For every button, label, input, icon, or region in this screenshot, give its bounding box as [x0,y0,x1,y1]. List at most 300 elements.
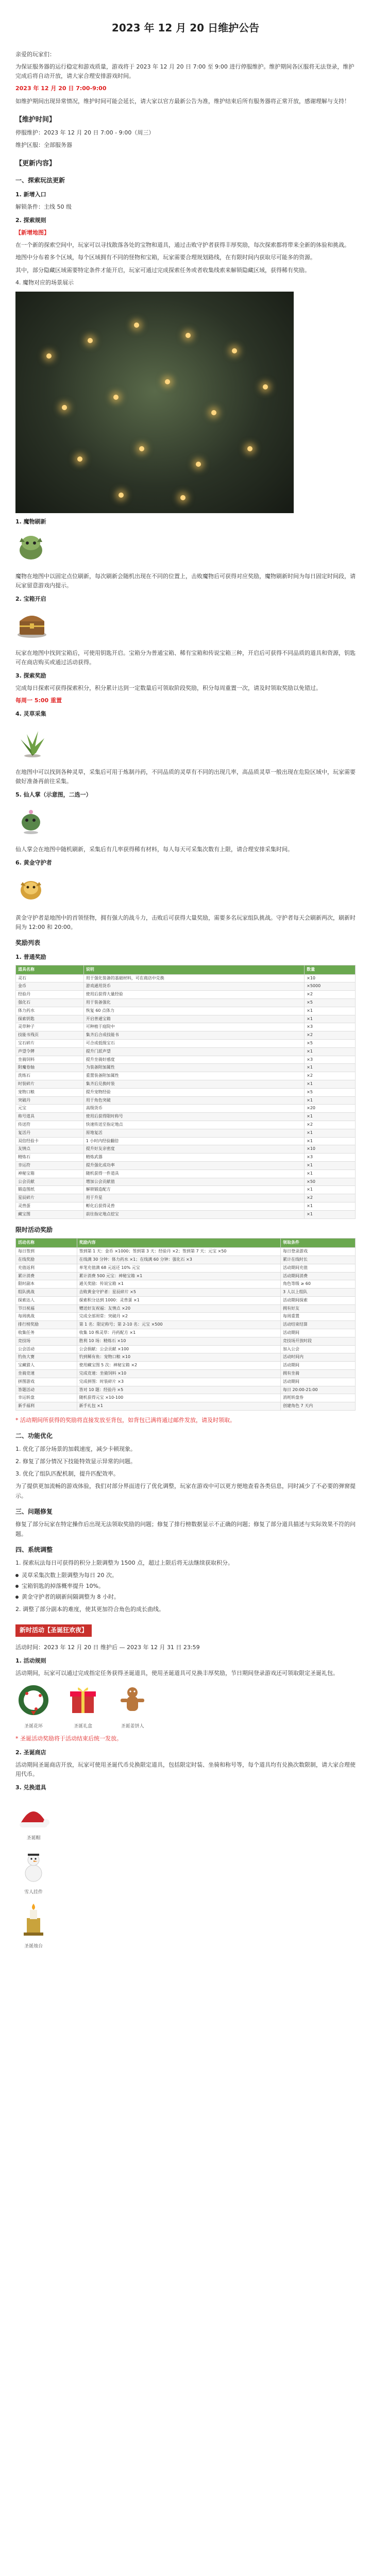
item-1-title: 1. 魔物刷新 [15,518,46,525]
reward-table-row-cell: 使用后获得限时称号 [83,1113,304,1121]
reward-table-row-cell: 技能书残页 [16,1031,84,1040]
reward-table-row-cell: ×1 [305,1113,356,1121]
reward-table-row [16,1072,356,1080]
reward-table-row-cell: 提升好友亲密度 [83,1145,304,1154]
reward-table-row-cell: 藏宝图 [16,1210,84,1218]
scene-lantern [247,446,252,451]
monster-text: 黄金守护者是地图中的首领怪物，拥有强大的战斗力，击败后可获得大量奖励，需要多名玩家组队挑战。守护者每天会刷新两次，刷新时间为 12:00 和 20:00。 [15,914,356,930]
system-bullet [15,1592,356,1602]
event-table-row-cell: 加入公会 [281,1345,356,1353]
reward-table-row-cell: 解锁锻造配方 [83,1186,304,1194]
system-p2: 2. 调整了部分副本的难度，使其更加符合角色的成长曲线。 [15,1606,164,1613]
reward-table-row [16,982,356,991]
reward-col-name: 道具名称 [16,965,84,974]
reward-table-row-cell: ×1 [305,1096,356,1105]
event-image-caption: 圣诞姜饼人 [121,1723,144,1729]
event-table-row-cell: 签到第 1 天：金币 ×1000；签到第 3 天：经验丹 ×2；签到第 7 天：元宝 ×50 [77,1248,280,1256]
goods-title: 3. 兑换道具 [15,1784,46,1791]
event-table-row-cell: 钓到稀有鱼：宠物口粮 ×10 [77,1353,280,1362]
event-table-row-cell: 完成全部周常：突破丹 ×2 [77,1313,280,1321]
announcement-page [15,0,356,1969]
section-1-new-map: 【新增地图】 [15,229,49,236]
reward-table-row [16,1210,356,1218]
scene-lantern [134,323,139,328]
system-title: 四、系统调整 [15,1546,53,1553]
plant-caption: 4. 灵草采集 [15,710,46,718]
event-banner: 新时活动【圣诞狂欢夜】 [15,1624,92,1637]
reward-table-row-cell: 元宝 [16,1105,84,1113]
event-table-row-cell: 完成拼图：时装碎片 ×3 [77,1378,280,1386]
event-table-row-cell: 活动期间 [281,1378,356,1386]
reward-table-row-cell: 集齐后兑换时装 [83,1080,304,1088]
event-table-row [16,1386,356,1394]
reward-table-row-cell: 恢复 60 点体力 [83,1007,304,1015]
event-table-row-cell: 使用藏宝图 5 次：神秘宝箱 ×2 [77,1362,280,1370]
reward-table-row-cell: 洗练石 [16,1072,84,1080]
event-table-row-cell: 新手福利 [16,1402,77,1411]
scene-lantern [180,495,185,500]
reward-table-row [16,1137,356,1145]
reward-table-row-cell: ×3 [305,1056,356,1064]
event-table-row [16,1394,356,1402]
optimize-item-3: 3. 优化了组队匹配机制，提升匹配效率。 [15,1470,119,1478]
event-table-row-cell: 每日登录游戏 [281,1248,356,1256]
reward-table-row [16,1170,356,1178]
reward-table-row-cell: ×5 [305,1039,356,1047]
event-red-note: * 圣诞活动奖励将于活动结束后统一发放。 [15,1735,122,1742]
reward-table-row-cell: 锻造图纸 [16,1186,84,1194]
event-table-row-cell: 探索达人 [16,1296,77,1304]
event-time: 活动时间：2023 年 12 月 20 日 维护后 — 2023 年 12 月 31 日 23:59 [15,1644,200,1651]
system-p1: 1. 探索玩法每日可获得的积分上限调整为 1500 点，超过上限后将无法继续获取积分。 [15,1559,233,1566]
event-table-row-cell: 竞技场 [16,1337,77,1345]
system-bullet-text: 灵草采集次数上限调整为每日 20 次。 [22,1571,117,1579]
item-2-text: 玩家在地图中找到宝箱后，可使用钥匙开启。宝箱分为普通宝箱、稀有宝箱和传说宝箱三种，开启后可获得不同品质的道具和资源，钥匙可在商店购买或通过活动获得。 [15,649,356,666]
goods-item-name: 圣诞帽 [26,1836,41,1841]
reward-table-row-cell: ×1 [305,1047,356,1056]
section-1-p3: 其中，部分隐藏区域需要特定条件才能开启，玩家可通过完成探索任务或者收集线索来解锁隐藏区域，获得稀有奖励。 [15,266,310,274]
reward-table-row [16,1121,356,1129]
event-table-row-cell: 活动期间充值 [281,1264,356,1272]
cactus-text: 仙人掌会在地图中随机刷新，采集后有几率获得稀有材料，每人每天可采集次数有上限，请合理安排采集时间。 [15,846,293,853]
system-bullet [15,1571,356,1580]
reward-table-row-cell: 宠物口粮 [16,1088,84,1096]
event-table-row-cell: 通关奖励：传说宝箱 ×1 [77,1280,280,1289]
optimize-item-1: 1. 优化了部分场景的加载速度，减少卡顿现象。 [15,1445,136,1452]
reward-table-row-cell: 灵草种子 [16,1023,84,1031]
reward-table-row-cell: 高级货币 [83,1105,304,1113]
goods-item [15,1798,52,1842]
reward-table-row [16,1080,356,1088]
event-table-row-cell: 每日 20:00-21:00 [281,1386,356,1394]
event-col-name: 活动名称 [16,1239,77,1248]
item-2-title: 2. 宝箱开启 [15,596,46,603]
event-table-row [16,1280,356,1289]
system-bullet-text: 黄金守护者的刷新间隔调整为 8 小时。 [22,1593,120,1600]
shop-title: 2. 圣诞商店 [15,1749,46,1756]
reward-table-row-cell: 精炼石 [16,1154,84,1162]
event-table-row-cell: 公会活动 [16,1345,77,1353]
intro-paragraph-1 [15,62,356,81]
optimize-item-2: 2. 修复了部分情况下技能特效显示异常的问题。 [15,1458,136,1465]
reward-table-row [16,1202,356,1210]
reward-table-row-cell: 可合成低级宝石 [83,1039,304,1047]
scene-lantern [62,405,67,410]
event-image-caption: 圣诞礼盒 [73,1723,92,1729]
event-table-row-cell: 完成竞速：坐骑饲料 ×10 [77,1370,280,1378]
reward-table-row [16,1047,356,1056]
event-table-row-cell: 每日签到 [16,1248,77,1256]
reward-table-row [16,1007,356,1015]
event-table-row [16,1289,356,1297]
event-table-row-cell: 拥有好友 [281,1304,356,1313]
event-col-reward: 奖励内容 [77,1239,280,1248]
plant-image [15,724,49,761]
bullet-icon [15,1585,19,1588]
reward-table-row [16,1088,356,1096]
reward-table-row [16,1129,356,1137]
reward-table-row-cell: 声望令牌 [16,1047,84,1056]
event-table-row [16,1370,356,1378]
event-table-row-cell: 探索积分达到 1000：灵兽蛋 ×1 [77,1296,280,1304]
event-table-row-cell: 充值返利 [16,1264,77,1272]
reward-table-row-cell: 公会贡献 [16,1178,84,1186]
reward-table-row-cell: 复活丹 [16,1129,84,1137]
reward-table-row-cell: 提升宠物经验 [83,1088,304,1096]
event-rule-text: 活动期间，玩家可以通过完成指定任务获得圣诞道具，使用圣诞道具可兑换丰厚奖励，节日期间登录游戏还可领取限定圣诞礼包。 [15,1670,339,1677]
event-image-gift [65,1682,101,1730]
reward-table-row-cell: 开启普通宝箱 [83,1015,304,1023]
reward-table-row [16,1178,356,1186]
reward-table-row-cell: 精炼武器 [83,1154,304,1162]
optimize-paragraph: 为了提供更加流畅的游戏体验，我们对部分界面进行了优化调整，玩家在游戏中可以更方便地查看各类信息，同时减少了不必要的弹窗提示。 [15,1483,356,1499]
reward-table-row-cell: ×2 [305,1194,356,1202]
event-table-row-cell: 活动期间 [281,1329,356,1337]
reward-table-row [16,1186,356,1194]
reward-table-row-cell: 宝石碎片 [16,1039,84,1047]
system-bullet [15,1582,356,1591]
event-table-row-cell: 幸运转盘 [16,1394,77,1402]
event-table-row [16,1313,356,1321]
reward-table-row [16,1161,356,1170]
section-1-sub-1: 1. 新增入口 [15,191,46,198]
reward-table-row-cell: 快速传送至指定地点 [83,1121,304,1129]
reward-table-row-cell: ×3 [305,1154,356,1162]
event-table-row-cell: 活动期间消费 [281,1272,356,1280]
reward-table-row-cell: 随机获得一件道具 [83,1170,304,1178]
reward-table-row-cell: 坐骑饲料 [16,1056,84,1064]
item-3-highlight: 每周一 5:00 重置 [15,697,62,704]
event-table-row-cell: 拼图游戏 [16,1378,77,1386]
event-table-row-cell: 赠送好友祝福：友情点 ×20 [77,1304,280,1313]
reward-table-row-cell: 重置装备附加属性 [83,1072,304,1080]
event-image-gingerbread [114,1682,150,1730]
reward-table-row-cell: 附魔卷轴 [16,1064,84,1072]
reward-table-row-cell: 提升门派声望 [83,1047,304,1056]
event-table-row-cell: 宝藏猎人 [16,1362,77,1370]
reward-table-row-cell: 用于强化装备的基础材料，可在商店中兑换 [83,974,304,982]
reward-table-row-cell: 增加公会贡献值 [83,1178,304,1186]
event-table-row [16,1353,356,1362]
reward-table-row-cell: ×10 [305,974,356,982]
system-bullet-text: 宝箱钥匙的掉落概率提升 10%。 [22,1582,104,1589]
reward-table-row-cell: 星辰碎片 [16,1194,84,1202]
event-table-row-cell: 钓鱼大赛 [16,1353,77,1362]
event-rule-title: 1. 活动规则 [15,1657,46,1665]
event-table-row [16,1362,356,1370]
event-table-row-cell: 角色等级 ≥ 60 [281,1280,356,1289]
reward-table-row-cell: ×1 [305,1170,356,1178]
event-table-row-cell: 单笔充值满 68 元返还 10% 元宝 [77,1264,280,1272]
reward-table-header [16,965,356,974]
reward-table-row [16,1096,356,1105]
reward-table-row [16,1023,356,1031]
event-table-row-cell: 竞技场开放时段 [281,1337,356,1345]
reward-table-row-cell: 金币 [16,982,84,991]
event-table-row [16,1402,356,1411]
reward-table-row [16,999,356,1007]
reward-table-row-cell: 提升强化成功率 [83,1161,304,1170]
reward-table-row-cell: 探索钥匙 [16,1015,84,1023]
event-table-row-cell: 创建角色 7 天内 [281,1402,356,1411]
event-table-row-cell: 收集任务 [16,1329,77,1337]
goods-item-name: 雪人挂件 [24,1890,43,1895]
creature-image [15,532,46,566]
section-1-title: 一、探索玩法更新 [15,176,65,184]
reward-col-qty: 数量 [305,965,356,974]
event-col-condition: 领取条件 [281,1239,356,1248]
event-table-row-cell: 新手礼包 ×1 [77,1402,280,1411]
reward-table-row-cell: 友情点 [16,1145,84,1154]
reward-table-row-cell: ×2 [305,1031,356,1040]
monster-caption: 6. 黄金守护者 [15,859,52,867]
event-table-row [16,1248,356,1256]
event-table-row-cell: 击败黄金守护者：星辰碎片 ×5 [77,1289,280,1297]
item-3-text: 完成每日探索可获得探索积分，积分累计达到一定数量后可领取阶段奖励，积分每周重置一次，请及时领取奖励以免错过。 [15,685,322,692]
scene-lantern [165,379,170,384]
goods-item [15,1849,52,1896]
maintenance-title: 【维护时间】 [15,115,56,124]
event-table-row-cell: 随机获得元宝 ×10-100 [77,1394,280,1402]
bullet-icon [15,1596,19,1599]
reward-table-row-cell: ×20 [305,1105,356,1113]
scene-lantern [119,493,124,498]
event-table-row-cell: 每周挑战 [16,1313,77,1321]
scene-lantern [232,348,237,353]
item-1-text: 魔物在地图中以固定点位刷新，每次刷新会随机出现在不同的位置上，击败魔物后可获得对应奖励，魔物刷新时间为每日固定时间段，请玩家留意游戏内提示。 [15,573,356,589]
event-table-row-cell: 累计消费 [16,1272,77,1280]
intro-highlight: 2023 年 12 月 20 日 7:00-9:00 [15,85,107,92]
golden-guardian-image [15,873,46,907]
cactus-caption: 5. 仙人掌（示意图，二选一） [15,791,92,798]
reward-table-row-cell: ×3 [305,1023,356,1031]
reward-table-row-cell: ×5000 [305,982,356,991]
reward-table-row-cell: 称号道具 [16,1113,84,1121]
event-table-row-cell: 消耗转盘券 [281,1394,356,1402]
scene-lantern [139,446,144,451]
reward-table-row-cell: ×1 [305,1064,356,1072]
event-table-row-cell: 每周重置 [281,1313,356,1321]
reward-table-row-cell: 使用后获得大量经验 [83,991,304,999]
reward-table-row [16,1113,356,1121]
reward-table-row-cell: 灵石 [16,974,84,982]
event-table-row-cell: 累计在线时长 [281,1256,356,1264]
reward-table-row [16,1105,356,1113]
event-table-row [16,1321,356,1329]
scene-lantern [113,395,119,400]
red-notice: * 活动期间所获得的奖励将直接发放至背包，如背包已满将通过邮件发放，请及时领取。 [15,1417,235,1424]
reward-table-row-cell: 提升坐骑好感度 [83,1056,304,1064]
reward-table-row-cell: 前往指定地点挖宝 [83,1210,304,1218]
reward-table-row-cell: 突破丹 [16,1096,84,1105]
reward-table-row-cell: 集齐后合成技能书 [83,1031,304,1040]
reward-table-row-cell: ×2 [305,1121,356,1129]
maintenance-extra: 维护区服：全部服务器 [15,142,72,149]
shop-text: 活动期间圣诞商店开放，玩家可使用圣诞代币兑换限定道具，包括限定时装、坐骑和称号等，每个道具均有兑换次数限制，请大家合理使用代币。 [15,1761,356,1777]
reward-table-row [16,1154,356,1162]
event-table-row [16,1296,356,1304]
bullet-icon [15,1574,19,1577]
section-1-sub-2: 2. 探索规则 [15,216,46,224]
goods-item [15,1903,52,1951]
reward-table-row [16,1145,356,1154]
reward-table-row-cell: 为装备附加属性 [83,1064,304,1072]
reward-table-row-cell: 可种植于庭院中 [83,1023,304,1031]
reward-table-row-cell: ×1 [305,1210,356,1218]
reward-table-row-cell: 体力药水 [16,1007,84,1015]
event-table-row-cell: 活动期间 [281,1362,356,1370]
reward-table-row-cell: ×10 [305,1145,356,1154]
event-table-row-cell: 第 1 名：限定称号；第 2-10 名：元宝 ×500 [77,1321,280,1329]
reward-table-row-cell: 用于装备强化 [83,999,304,1007]
greeting: 亲爱的玩家们： [15,51,55,58]
event-table-row-cell: 胜利 10 场：精炼石 ×10 [77,1337,280,1345]
event-table-row-cell: 活动时间内 [281,1353,356,1362]
event-table-row [16,1304,356,1313]
reward-table-row [16,991,356,999]
section-1-sub-1-text: 解锁条件：主线 50 级 [15,203,72,210]
event-table-row-cell: 在线奖励 [16,1256,77,1264]
reward-table-row-cell: 用于角色突破 [83,1096,304,1105]
event-table-row-cell: 活动结束结算 [281,1321,356,1329]
reward-table-row-cell: 时装碎片 [16,1080,84,1088]
reward-table-row-cell: ×1 [305,1186,356,1194]
section-1-p2: 地图中分布着多个区域，每个区域拥有不同的怪物和宝箱，玩家需要合理规划路线，在有限时间内获取尽可能多的资源。 [15,254,316,261]
reward-table-row-cell: 原地复活 [83,1129,304,1137]
intro-paragraph-2: 如维护期间出现异常情况，维护时间可能会延长，请大家以官方最新公告为准，维护结束后所有服务器将正常开放，感谢理解与支持！ [15,97,350,105]
event-table-row-cell: 排行榜奖励 [16,1321,77,1329]
section-1-p1: 在一个新的探索空间中，玩家可以寻找散落各处的宝物和道具，通过击败守护者获得丰厚奖励，每次探索都将带来全新的体验和挑战。 [15,242,350,249]
event-image-wreath [15,1682,52,1730]
event-table-row [16,1272,356,1280]
goods-item-name: 圣诞烛台 [24,1944,43,1950]
table-1-title: 奖励列表 [15,939,41,946]
optimize-title: 二、功能优化 [15,1432,53,1440]
event-table-row-cell: 节日祝福 [16,1304,77,1313]
reward-table-row [16,1015,356,1023]
event-table-row [16,1264,356,1272]
intro-text-1: 为保证服务器的运行稳定和游戏质量，游戏将于 2023 年 12 月 20 日 7:00 至 9:00 进行停服维护。维护期间各区服将无法登录，维护完成后将自动开放，请大家合理安排游戏时间。 [15,63,355,80]
scene-lantern [211,410,216,415]
reward-table-row [16,974,356,982]
reward-table-row-cell: ×1 [305,1129,356,1137]
reward-table-row-cell: 强化石 [16,999,84,1007]
event-table-row-cell: 公会捐献：公会贡献 ×100 [77,1345,280,1353]
reward-table-row-cell: ×1 [305,1137,356,1145]
reward-table-row-cell: ×2 [305,1072,356,1080]
scene-lantern [46,353,52,359]
event-table-header [16,1239,356,1248]
table-2-title: 限时活动奖励 [15,1226,53,1233]
treasure-chest-image [15,609,48,642]
scene-caption: 4. 魔物对应的场景展示 [15,279,74,286]
reward-table-row-cell: ×50 [305,1178,356,1186]
event-reward-table [15,1238,356,1411]
reward-table-row-cell: ×1 [305,1015,356,1023]
reward-table-row-cell: 双倍经验卡 [16,1137,84,1145]
event-images-row [15,1682,356,1730]
plant-text: 在地图中可以找到各种灵草，采集后可用于炼制丹药，不同品质的灵草有不同的出现几率，高品质灵草一般出现在危险区域中，玩家需要做好准备再前往采集。 [15,768,356,785]
reward-table-row-cell: 神秘宝箱 [16,1170,84,1178]
reward-table-row-cell: 灵兽蛋 [16,1202,84,1210]
event-table-row [16,1256,356,1264]
cactus-image [15,805,46,839]
reward-table-row-cell: ×1 [305,1007,356,1015]
scene-lantern [263,384,268,389]
reward-table-row-cell: ×1 [305,1161,356,1170]
reward-table-row-cell: 传送符 [16,1121,84,1129]
page-title: 2023 年 12 月 20 日维护公告 [111,22,260,34]
reward-table-row [16,1064,356,1072]
event-table-row-cell: 拥有坐骑 [281,1370,356,1378]
reward-table-row-cell: 用于升星 [83,1194,304,1202]
reward-table-row-cell: ×5 [305,1088,356,1096]
event-table-row [16,1337,356,1345]
event-table-row-cell: 3 人以上组队 [281,1289,356,1297]
scene-lantern [88,338,93,343]
reward-table-row-cell: 1 小时内经验翻倍 [83,1137,304,1145]
reward-table-row-cell: ×5 [305,999,356,1007]
event-table-row [16,1345,356,1353]
event-table-row-cell: 累计消费 500 元宝：神秘宝箱 ×1 [77,1272,280,1280]
reward-table-row-cell: 幸运符 [16,1161,84,1170]
maintenance-line: 停服维护：2023 年 12 月 20 日 7:00 - 9:00（周三） [15,129,155,137]
fix-paragraph: 修复了部分玩家在特定操作后出现无法领取奖励的问题；修复了排行榜数据显示不正确的问题；修复了部分道具描述与实际效果不符的问题。 [15,1521,356,1537]
reward-table-row-cell: 游戏通用货币 [83,982,304,991]
reward-table-row [16,1194,356,1202]
update-header: 【更新内容】 [15,160,56,168]
scene-lantern [77,456,82,462]
event-table-row-cell: 答对 10 题：经验丹 ×5 [77,1386,280,1394]
reward-table-row-cell: ×1 [305,1202,356,1210]
reward-table-row-cell: 孵化后获得灵兽 [83,1202,304,1210]
item-3-title: 3. 探索奖励 [15,672,46,679]
reward-table-row-cell: ×1 [305,1080,356,1088]
reward-table-row [16,1039,356,1047]
reward-col-desc: 说明 [83,965,304,974]
event-table-row-cell: 限时副本 [16,1280,77,1289]
reward-table-row-cell: ×2 [305,991,356,999]
event-table-row-cell: 答题活动 [16,1386,77,1394]
reward-table-row [16,1056,356,1064]
event-table-row-cell: 组队挑战 [16,1289,77,1297]
reward-table-row-cell: 经验丹 [16,991,84,999]
scene-image [15,292,294,513]
reward-table [15,965,356,1219]
event-image-caption: 圣诞花环 [24,1723,43,1729]
table-1-subtitle: 1. 普通奖励 [15,953,46,960]
event-table-row [16,1378,356,1386]
